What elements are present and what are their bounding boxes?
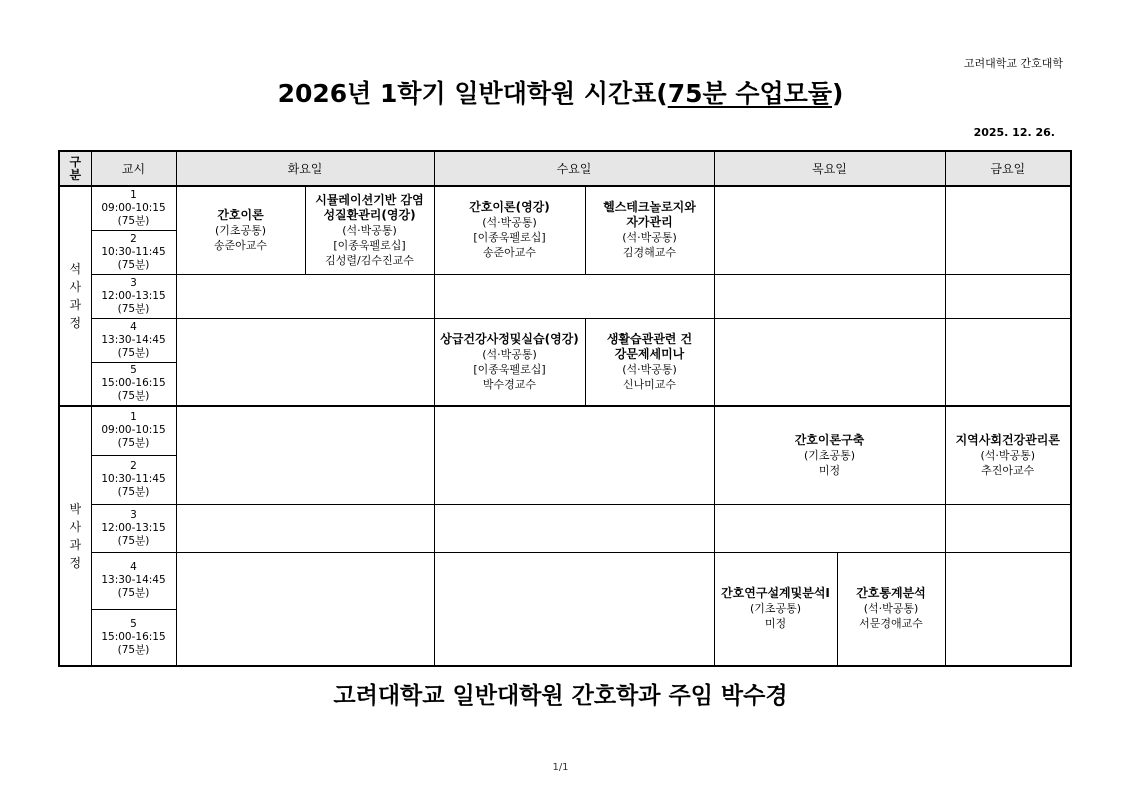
period-time: 13:30-14:45	[101, 574, 166, 586]
empty-cell	[176, 552, 434, 666]
table-row	[59, 552, 1071, 609]
section-master: 석사과정	[59, 186, 91, 406]
course-cell	[434, 186, 585, 274]
course-name: 헬스테크놀로지와 자가관리	[603, 200, 696, 230]
course-instructor: 미정	[818, 463, 841, 477]
course-name: 생활습관관련 건강문제세미나	[606, 331, 693, 361]
period-cell	[91, 406, 176, 455]
course-cell	[305, 186, 434, 274]
course-fellowship: [이종욱펠로십]	[333, 238, 406, 252]
course-instructor: 송준아교수	[213, 238, 268, 252]
course-name: 시뮬레이션기반 감염성질환관리(영강)	[315, 192, 424, 222]
table-row	[59, 318, 1071, 362]
col-header-thursday: 목요일	[714, 151, 945, 186]
period-number: 2	[130, 232, 137, 245]
course-instructor: 박수경교수	[482, 377, 537, 391]
course-cell	[714, 552, 837, 666]
title-suffix: )	[831, 79, 844, 108]
empty-cell	[434, 504, 714, 552]
empty-cell	[176, 504, 434, 552]
period-time: 10:30-11:45	[101, 245, 166, 258]
period-cell	[91, 186, 176, 230]
course-instructor: 김성렬/김수진교수	[325, 253, 414, 267]
period-time: 13:30-14:45	[101, 333, 166, 346]
period-duration: (75분)	[117, 534, 150, 547]
period-time: 09:00-10:15	[101, 201, 166, 214]
period-time: 12:00-13:15	[101, 289, 166, 302]
page-title	[0, 74, 1121, 110]
course-instructor: 신나미교수	[622, 377, 677, 391]
course-type: (기초공통)	[749, 602, 802, 616]
period-duration: (75분)	[117, 486, 150, 498]
table-row	[59, 406, 1071, 455]
period-duration: (75분)	[117, 390, 150, 403]
course-cell	[585, 318, 714, 406]
col-header-category: 구분	[59, 151, 91, 186]
course-name: 상급건강사정및실습(영강)	[440, 331, 579, 346]
period-number: 4	[130, 561, 137, 573]
period-number: 5	[130, 364, 137, 377]
col-header-tuesday: 화요일	[176, 151, 434, 186]
col-header-period: 교시	[91, 151, 176, 186]
period-cell	[91, 362, 176, 406]
period-cell	[91, 455, 176, 504]
empty-cell	[945, 186, 1071, 274]
empty-cell	[714, 504, 945, 552]
period-number: 3	[130, 508, 137, 521]
period-cell	[91, 609, 176, 666]
course-type: (기초공통)	[803, 448, 856, 462]
footer-signature: 고려대학교 일반대학원 간호학과 주임 박수경	[333, 683, 788, 709]
period-cell	[91, 230, 176, 274]
table-row	[59, 186, 1071, 230]
empty-cell	[434, 552, 714, 666]
period-time: 09:00-10:15	[101, 424, 166, 437]
course-instructor: 미정	[764, 617, 787, 631]
empty-cell	[945, 274, 1071, 318]
course-type: (석·박공통)	[980, 448, 1036, 462]
period-time: 10:30-11:45	[101, 473, 166, 485]
period-cell	[91, 552, 176, 609]
period-number: 4	[130, 320, 137, 333]
empty-cell	[434, 274, 714, 318]
period-time: 15:00-16:15	[101, 630, 166, 643]
period-duration: (75분)	[117, 437, 150, 450]
period-duration: (75분)	[117, 302, 150, 315]
course-instructor: 송준아교수	[482, 246, 537, 260]
empty-cell	[434, 406, 714, 504]
empty-cell	[714, 186, 945, 274]
period-duration: (75분)	[117, 643, 150, 656]
course-type: (석·박공통)	[342, 223, 397, 237]
section-doctoral: 박사과정	[59, 406, 91, 666]
empty-cell	[945, 504, 1071, 552]
course-fellowship: [이종욱펠로십]	[473, 231, 546, 245]
period-time: 12:00-13:15	[101, 521, 166, 534]
course-cell	[176, 186, 305, 274]
period-duration: (75분)	[117, 214, 150, 227]
course-name: 간호이론	[217, 207, 264, 222]
course-type: (석·박공통)	[482, 216, 537, 230]
course-name: 간호통계분석	[856, 586, 926, 601]
timetable	[58, 150, 1072, 667]
course-name: 지역사회건강관리론	[955, 432, 1060, 447]
empty-cell	[176, 406, 434, 504]
period-number: 1	[130, 188, 137, 201]
period-cell	[91, 318, 176, 362]
title-module: 75분 수업모듈	[667, 79, 832, 108]
empty-cell	[714, 274, 945, 318]
course-cell	[837, 552, 945, 666]
empty-cell	[176, 318, 434, 406]
period-duration: (75분)	[117, 258, 150, 271]
empty-cell	[714, 318, 945, 406]
course-cell	[945, 406, 1071, 504]
course-cell	[714, 406, 945, 504]
course-fellowship: [이종욱펠로십]	[473, 362, 546, 376]
period-duration: (75분)	[117, 587, 150, 599]
period-cell	[91, 274, 176, 318]
organization-label: 고려대학교 간호대학	[963, 57, 1063, 70]
title-prefix: 2026년 1학기 일반대학원 시간표(	[277, 79, 668, 108]
course-type: (석·박공통)	[863, 602, 919, 616]
period-number: 1	[130, 411, 137, 424]
period-number: 5	[130, 617, 137, 630]
course-instructor: 김경해교수	[622, 246, 677, 260]
period-time: 15:00-16:15	[101, 377, 166, 390]
course-type: (기초공통)	[214, 223, 267, 237]
course-type: (석·박공통)	[622, 362, 677, 376]
course-name: 간호연구설계및분석I	[721, 586, 830, 601]
col-header-friday: 금요일	[945, 151, 1071, 186]
table-row	[59, 504, 1071, 552]
course-type: (석·박공통)	[482, 347, 537, 361]
course-type: (석·박공통)	[622, 231, 677, 245]
course-instructor: 추진아교수	[981, 463, 1035, 477]
period-duration: (75분)	[117, 346, 150, 359]
col-header-wednesday: 수요일	[434, 151, 714, 186]
course-cell	[585, 186, 714, 274]
empty-cell	[945, 552, 1071, 666]
empty-cell	[945, 318, 1071, 406]
period-number: 3	[130, 276, 137, 289]
course-name: 간호이론구축	[794, 432, 865, 447]
course-instructor: 서문경애교수	[859, 617, 923, 631]
issue-date: 2025. 12. 26.	[973, 126, 1055, 139]
table-row	[59, 274, 1071, 318]
period-number: 2	[130, 460, 137, 472]
page-number: 1/1	[552, 762, 569, 773]
empty-cell	[176, 274, 434, 318]
course-name: 간호이론(영강)	[469, 200, 550, 215]
period-cell	[91, 504, 176, 552]
header-row	[59, 151, 1071, 186]
course-cell	[434, 318, 585, 406]
